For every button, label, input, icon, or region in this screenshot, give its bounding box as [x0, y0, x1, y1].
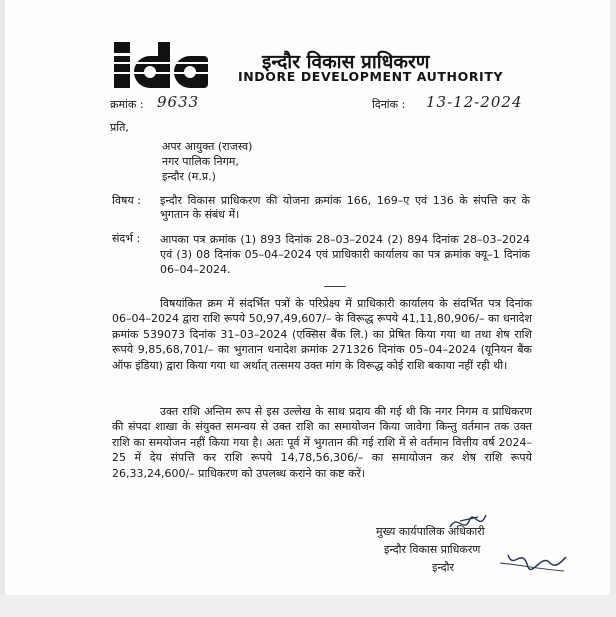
page-bottom-edge	[0, 595, 616, 617]
page-left-edge	[0, 0, 5, 617]
recipient-line: नगर पालिक निगम,	[162, 155, 239, 168]
org-name-hindi: इन्दौर विकास प्राधिकरण	[262, 51, 430, 73]
ref-number-value: 9633	[157, 93, 200, 111]
recipient-salutation: प्रति,	[110, 121, 129, 134]
signatory-city: इन्दौर	[432, 561, 454, 574]
logo-i-dot	[114, 42, 130, 53]
subject-label: विषय :	[112, 194, 141, 207]
recipient-line: अपर आयुक्त (राजस्व)	[162, 140, 253, 153]
logo-stripe	[112, 72, 212, 74]
body-paragraph-1: विषयांकित क्रम में संदर्भित पत्रों के परिप्रेक्ष्य में प्राधिकारी कार्यालय के संदर्भित पत्र दिनांक 06–04–2024 द्वारा राशि रूपये 50,97,49,607/– के विरूद्ध रूपये 41,11,80,906/– का धनादेश क्रमांक 539073 दिनांक 31–03–2024 (एक्सिस बैंक लि.) का प्रेषित किया गया था तथा शेष राशि रूपये 9,85,68,701/– का भुगतान धनादेश क्रमांक 271326 दिनांक 05–04–2024 (यूनियन बैंक ऑफ इंडिया) द्वारा किया गया था अर्थात् तत्समय उक्त मांग के विरूद्ध कोई राशि बकाया नहीं रही थी।	[112, 297, 532, 372]
ida-logo	[112, 42, 212, 88]
signatory-designation: मुख्य कार्यपालिक अधिकारी	[376, 525, 485, 538]
date-value: 13-12-2024	[426, 93, 523, 111]
ref-number-label: क्रमांक :	[110, 98, 144, 111]
subject-text: इन्दौर विकास प्राधिकरण की योजना क्रमांक 166, 169–ए एवं 136 के संपत्ति कर के भुगतान के संबंध में।	[160, 194, 530, 221]
recipient-line: इन्दौर (म.प्र.)	[162, 170, 216, 183]
body-paragraph-2: उक्त राशि अन्तिम रूप से इस उल्लेख के साथ प्रदाय की गई थी कि नगर निगम व प्राधिकरण की संपदा शाखा के संयुक्त समन्वय से उक्त राशि का समायोजन किया जावेगा किन्तु वर्तमान तक उक्त राशि का समयोजन नहीं किया गया है। अतः पूर्व में भुगतान की गई राशि में से वर्तमान वित्तीय वर्ष 2024–25 में देय संपत्ति कर राशि रूपये 14,78,56,306/– का समायोजन कर शेष राशि रूपये 26,33,24,600/– प्राधिकरण को उपलब्ध कराने का कष्ट करें।	[112, 405, 532, 480]
logo-d-stem	[158, 42, 170, 88]
logo-stripe	[112, 62, 212, 64]
reference-label: संदर्भ :	[112, 232, 141, 245]
recipient-address	[162, 139, 252, 184]
date-label: दिनांक :	[372, 98, 406, 111]
separator-dash	[324, 286, 346, 287]
page-right-edge	[610, 0, 616, 617]
org-name-english: INDORE DEVELOPMENT AUTHORITY	[238, 69, 504, 84]
signatory-organisation: इन्दौर विकास प्राधिकरण	[384, 543, 481, 556]
reference-text: आपका पत्र क्रमांक (1) 893 दिनांक 28–03–2024 (2) 894 दिनांक 28–03–2024 एवं (3) 08 दिनांक 05–04–2024 एवं प्राधिकारी कार्यालय का पत्र क्रमांक क्यू–1 दिनांक 06–04–2024.	[160, 233, 530, 276]
